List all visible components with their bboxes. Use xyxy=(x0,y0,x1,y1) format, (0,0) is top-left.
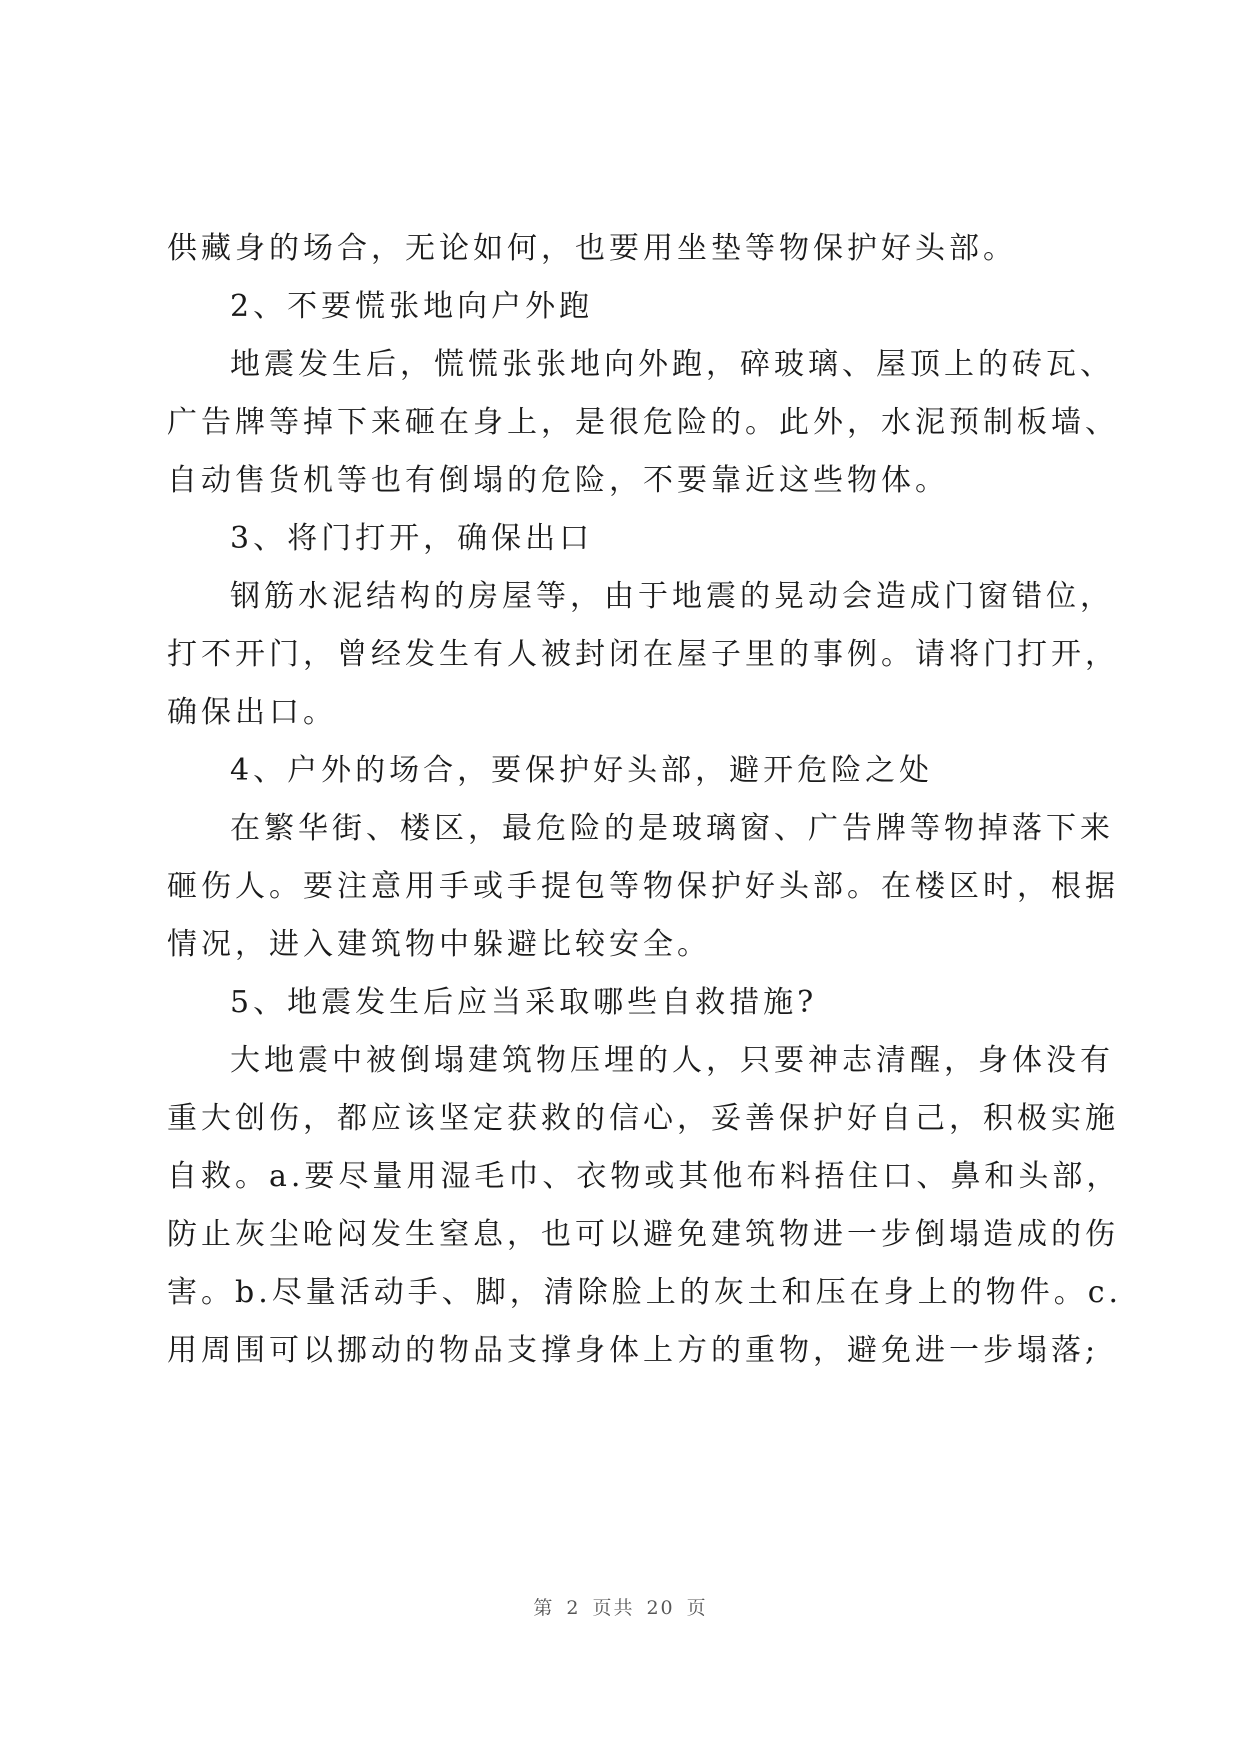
footer-page-number: 2 xyxy=(566,1597,581,1619)
text-line: 钢筋水泥结构的房屋等，由于地震的晃动会造成门窗错位， xyxy=(230,579,1114,614)
text-line: 地震发生后，慌慌张张地向外跑，碎玻璃、屋顶上的砖瓦、 xyxy=(230,347,1114,382)
text-line: 5、地震发生后应当采取哪些自救措施? xyxy=(230,985,818,1020)
footer-suffix: 页 xyxy=(686,1597,708,1619)
text-line: 4、户外的场合，要保护好头部，避开危险之处 xyxy=(230,753,934,788)
text-line: 广告牌等掉下来砸在身上，是很危险的。此外，水泥预制板墙、 xyxy=(167,405,1119,440)
text-line: 供藏身的场合，无论如何，也要用坐垫等物保护好头部。 xyxy=(167,231,1017,266)
text-line: 砸伤人。要注意用手或手提包等物保护好头部。在楼区时，根据 xyxy=(167,869,1119,904)
footer-middle: 页共 xyxy=(592,1597,635,1619)
text-line: 3、将门打开，确保出口 xyxy=(230,521,594,556)
text-line: 自救。a.要尽量用湿毛巾、衣物或其他布料捂住口、鼻和头部， xyxy=(167,1159,1121,1194)
text-line: 防止灰尘呛闷发生窒息，也可以避免建筑物进一步倒塌造成的伤 xyxy=(167,1217,1119,1252)
text-line: 用周围可以挪动的物品支撑身体上方的重物，避免进一步塌落; xyxy=(167,1333,1100,1368)
footer-total-pages: 20 xyxy=(646,1597,675,1619)
text-line: 打不开门，曾经发生有人被封闭在屋子里的事例。请将门打开， xyxy=(167,637,1119,672)
text-line: 自动售货机等也有倒塌的危险，不要靠近这些物体。 xyxy=(167,463,949,498)
text-line: 在繁华街、楼区，最危险的是玻璃窗、广告牌等物掉落下来 xyxy=(230,811,1114,846)
page-footer xyxy=(0,1593,1241,1620)
text-line: 害。b.尽量活动手、脚，清除脸上的灰土和压在身上的物件。c. xyxy=(167,1275,1123,1310)
text-line: 重大创伤，都应该坚定获救的信心，妥善保护好自己，积极实施 xyxy=(167,1101,1119,1136)
text-line: 确保出口。 xyxy=(167,695,337,730)
text-line: 2、不要慌张地向户外跑 xyxy=(230,289,594,324)
text-line: 大地震中被倒塌建筑物压埋的人，只要神志清醒，身体没有 xyxy=(230,1043,1114,1078)
text-line: 情况，进入建筑物中躲避比较安全。 xyxy=(167,927,711,962)
document-body xyxy=(167,220,1123,1380)
footer-prefix: 第 xyxy=(533,1597,555,1619)
